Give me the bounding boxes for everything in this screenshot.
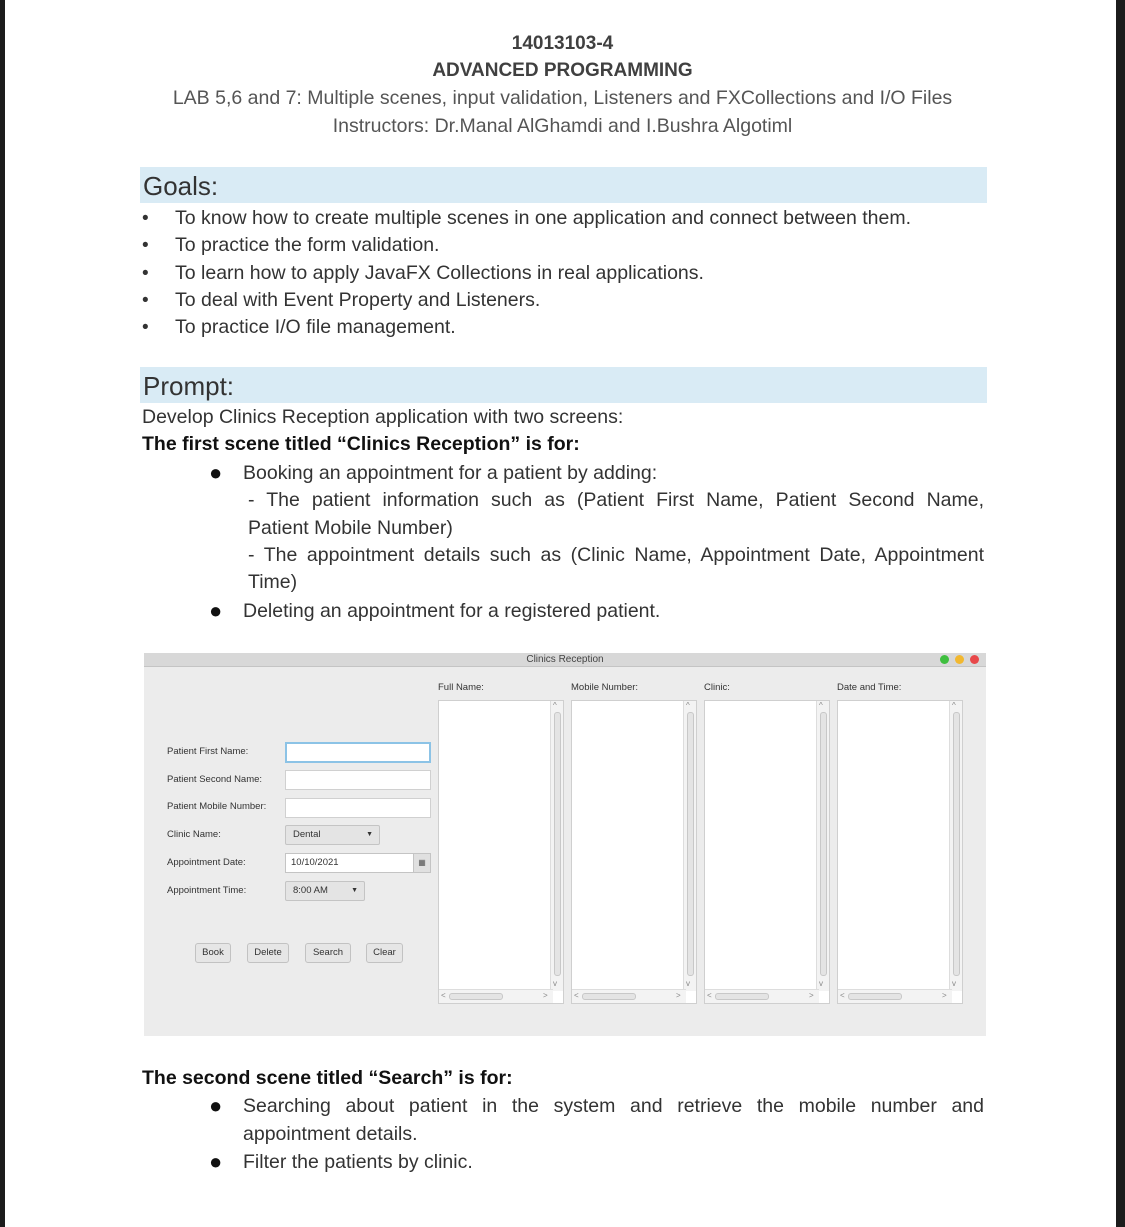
goal-item: • To know how to create multiple scenes in one application and connect between them.: [140, 205, 911, 232]
search-item: Searching about patient in the system and retrieve the mobile number and: [243, 1095, 984, 1117]
clinic-column-label: Clinic:: [704, 682, 730, 693]
scroll-down-icon[interactable]: v: [952, 979, 956, 988]
dropdown-arrow-icon: ▼: [366, 831, 373, 838]
date-picker[interactable]: [285, 853, 431, 873]
second-name-label: Patient Second Name:: [167, 774, 263, 785]
scroll-right-icon[interactable]: >: [942, 991, 947, 1000]
full-name-column-label: Full Name:: [438, 682, 484, 693]
clinic-label: Clinic Name:: [167, 829, 221, 840]
left-edge: [0, 0, 5, 1227]
mobile-label: Patient Mobile Number:: [167, 801, 267, 812]
patient-info-line-2: Patient Mobile Number): [248, 517, 453, 539]
calendar-icon[interactable]: ▦: [413, 854, 430, 872]
vertical-scrollbar[interactable]: [816, 701, 829, 991]
goal-item: • To practice the form validation.: [140, 232, 911, 259]
scroll-right-icon[interactable]: >: [543, 991, 548, 1000]
date-label: Appointment Date:: [167, 857, 246, 868]
horizontal-scrollbar[interactable]: [838, 989, 952, 1003]
time-value: 8:00 AM: [293, 885, 328, 896]
scroll-up-icon[interactable]: ^: [686, 701, 690, 710]
goals-list: [140, 205, 911, 341]
scroll-up-icon[interactable]: ^: [819, 701, 823, 710]
prompt-title: Prompt:: [143, 371, 235, 401]
vertical-scrollbar[interactable]: [683, 701, 696, 991]
horizontal-scrollbar[interactable]: [705, 989, 819, 1003]
horizontal-scrollbar[interactable]: [439, 989, 553, 1003]
horizontal-scrollbar[interactable]: [572, 989, 686, 1003]
mobile-input[interactable]: [285, 798, 431, 818]
course-code: 14013103-4: [511, 33, 614, 54]
date-value: 10/10/2021: [291, 857, 339, 868]
bullet-icon: ●: [209, 1093, 223, 1118]
scroll-left-icon[interactable]: <: [707, 991, 712, 1000]
window-title: Clinics Reception: [526, 654, 604, 665]
scroll-thumb[interactable]: [554, 712, 561, 976]
mobile-list[interactable]: [571, 700, 697, 1004]
scroll-left-icon[interactable]: <: [840, 991, 845, 1000]
clinics-reception-window: [144, 653, 986, 1036]
vertical-scrollbar[interactable]: [550, 701, 563, 991]
goals-band: [140, 167, 987, 203]
full-name-list[interactable]: [438, 700, 564, 1004]
first-name-label: Patient First Name:: [167, 746, 249, 757]
scroll-thumb[interactable]: [848, 993, 902, 1000]
scroll-thumb[interactable]: [820, 712, 827, 976]
scroll-left-icon[interactable]: <: [441, 991, 446, 1000]
second-name-input[interactable]: [285, 770, 431, 790]
first-scene-heading: The first scene titled “Clinics Reception” is for:: [142, 433, 580, 455]
bullet-icon: ●: [209, 460, 223, 485]
goals-title: Goals:: [143, 171, 219, 201]
window-titlebar: [144, 653, 986, 667]
time-label: Appointment Time:: [167, 885, 247, 896]
maximize-dot-icon[interactable]: [940, 655, 949, 664]
datetime-list[interactable]: [837, 700, 963, 1004]
clear-button[interactable]: Clear: [366, 943, 403, 963]
dropdown-arrow-icon: ▼: [351, 887, 358, 894]
scroll-down-icon[interactable]: v: [553, 979, 557, 988]
patient-info-line: - The patient information such as (Patient First Name, Patient Second Name,: [248, 489, 984, 511]
goal-item: • To practice I/O file management.: [140, 314, 911, 341]
bullet-icon: ●: [209, 1149, 223, 1174]
prompt-intro: Develop Clinics Reception application with two screens:: [142, 406, 624, 428]
clinic-value: Dental: [293, 829, 321, 840]
second-scene-heading: The second scene titled “Search” is for:: [142, 1067, 513, 1089]
scroll-thumb[interactable]: [687, 712, 694, 976]
deleting-item: Deleting an appointment for a registered patient.: [243, 600, 661, 622]
scroll-right-icon[interactable]: >: [676, 991, 681, 1000]
bullet-icon: ●: [209, 598, 223, 623]
first-name-input[interactable]: [285, 742, 431, 763]
clinic-combo[interactable]: [285, 825, 380, 845]
prompt-band: [140, 367, 987, 403]
appointment-details-line-2: Time): [248, 571, 298, 593]
scroll-up-icon[interactable]: ^: [553, 701, 557, 710]
lab-title: LAB 5,6 and 7: Multiple scenes, input validation, Listeners and FXCollections and I/O Files: [172, 87, 953, 109]
scroll-right-icon[interactable]: >: [809, 991, 814, 1000]
search-button[interactable]: Search: [305, 943, 351, 963]
appointment-details-line: - The appointment details such as (Clinic Name, Appointment Date, Appointment: [248, 544, 984, 566]
scroll-left-icon[interactable]: <: [574, 991, 579, 1000]
goal-item: • To learn how to apply JavaFX Collections in real applications.: [140, 260, 911, 287]
minimize-dot-icon[interactable]: [955, 655, 964, 664]
delete-button[interactable]: Delete: [247, 943, 289, 963]
booking-intro: Booking an appointment for a patient by adding:: [243, 462, 658, 484]
vertical-scrollbar[interactable]: [949, 701, 962, 991]
datetime-column-label: Date and Time:: [837, 682, 902, 693]
scroll-down-icon[interactable]: v: [686, 979, 690, 988]
scroll-thumb[interactable]: [953, 712, 960, 976]
course-name: ADVANCED PROGRAMMING: [432, 60, 693, 81]
book-button[interactable]: Book: [195, 943, 231, 963]
scroll-thumb[interactable]: [582, 993, 636, 1000]
close-dot-icon[interactable]: [970, 655, 979, 664]
search-item-2: appointment details.: [243, 1123, 418, 1145]
scroll-thumb[interactable]: [715, 993, 769, 1000]
instructors: Instructors: Dr.Manal AlGhamdi and I.Bushra Algotiml: [332, 115, 793, 137]
scroll-down-icon[interactable]: v: [819, 979, 823, 988]
clinic-list[interactable]: [704, 700, 830, 1004]
goal-item: • To deal with Event Property and Listeners.: [140, 287, 911, 314]
scroll-thumb[interactable]: [449, 993, 503, 1000]
filter-item: Filter the patients by clinic.: [243, 1151, 473, 1173]
scroll-up-icon[interactable]: ^: [952, 701, 956, 710]
mobile-column-label: Mobile Number:: [571, 682, 639, 693]
right-edge: [1116, 0, 1125, 1227]
time-combo[interactable]: [285, 881, 365, 901]
